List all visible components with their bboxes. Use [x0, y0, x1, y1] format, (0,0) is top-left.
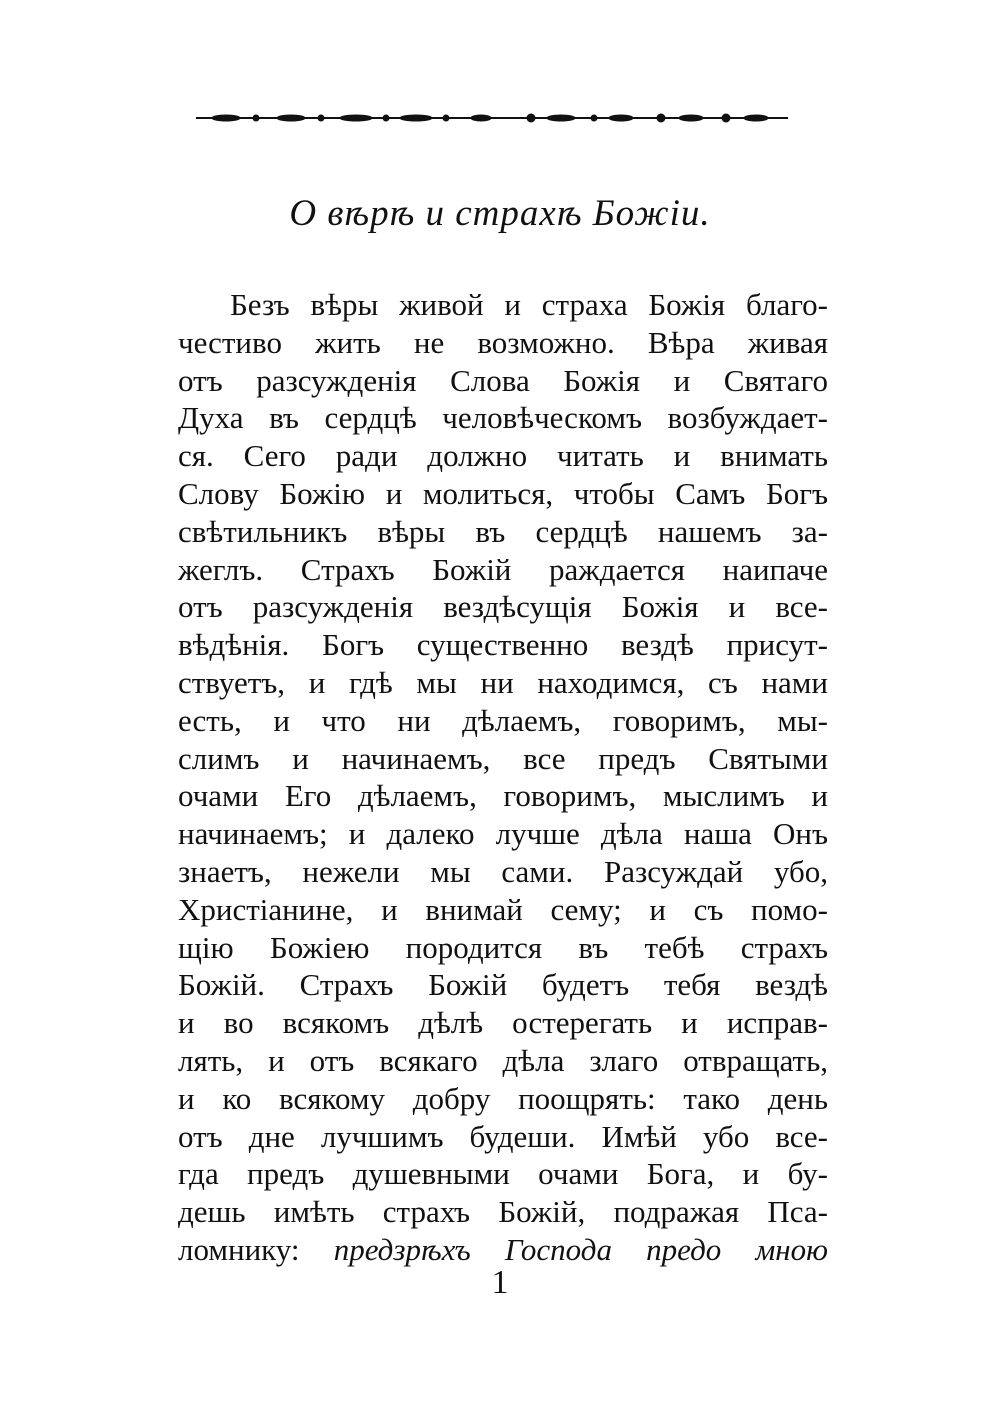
text-line: отъ разсужденія вездѣсущія Божія и все-	[178, 589, 828, 625]
text-line: отъ дне лучшимъ будеши. Имѣй убо все-	[178, 1118, 828, 1154]
text-line: свѣтильникъ вѣры въ сердцѣ нашемъ за-	[178, 513, 828, 549]
text-line: отъ разсужденія Слова Божія и Святаго	[178, 362, 828, 398]
text-line: знаетъ, нежели мы сами. Разсуждай убо,	[178, 853, 828, 889]
text-line: дешь имѣть страхъ Божій, подражая Пса-	[178, 1194, 828, 1230]
text-line: вѣдѣнія. Богъ существенно вездѣ присут-	[178, 627, 828, 663]
body-paragraph	[178, 286, 828, 1269]
text-line: Божій. Страхъ Божій будетъ тебя вездѣ	[178, 967, 828, 1003]
text-line: очами Его дѣлаемъ, говоримъ, мыслимъ и	[178, 778, 828, 814]
text-line: слимъ и начинаемъ, все предъ Святыми	[178, 740, 828, 776]
text-line: и во всякомъ дѣлѣ остерегать и исправ-	[178, 1005, 828, 1041]
text-line: ствуетъ, и гдѣ мы ни находимся, съ нами	[178, 664, 828, 700]
text-line: начинаемъ; и далеко лучше дѣла наша Онъ	[178, 816, 828, 852]
page-number: 1	[491, 1264, 509, 1301]
text-line: щію Божіею породится въ тебѣ страхъ	[178, 929, 828, 965]
page-title: О вѣрѣ и страхѣ Божіи.	[289, 193, 711, 234]
text-line: есть, и что ни дѣлаемъ, говоримъ, мы-	[178, 702, 828, 738]
text-line: лять, и отъ всякаго дѣла злаго отвращать,	[178, 1042, 828, 1078]
text-line: Духа въ сердцѣ человѣческомъ возбуждает-	[178, 400, 828, 436]
text-line: Слову Божію и молиться, чтобы Самъ Богъ	[178, 475, 828, 511]
text-line: ся. Сего ради должно читать и внимать	[178, 438, 828, 474]
text-line-last-italic: предзрѣхъ Господа предо мною	[333, 1231, 828, 1267]
text-line: Безъ вѣры живой и страха Божія благо-	[230, 287, 828, 322]
text-line: честиво жить не возможно. Вѣра живая	[178, 324, 828, 360]
ornament-rule	[196, 108, 788, 128]
text-line: и ко всякому добру поощрять: тако день	[178, 1080, 828, 1116]
text-line: Христіанине, и внимай сему; и съ помо-	[178, 891, 828, 927]
text-line: гда предъ душевными очами Бога, и бу-	[178, 1156, 828, 1192]
text-line-last-plain: ломнику:	[178, 1231, 334, 1267]
text-line: жеглъ. Страхъ Божій раждается наипаче	[178, 551, 828, 587]
